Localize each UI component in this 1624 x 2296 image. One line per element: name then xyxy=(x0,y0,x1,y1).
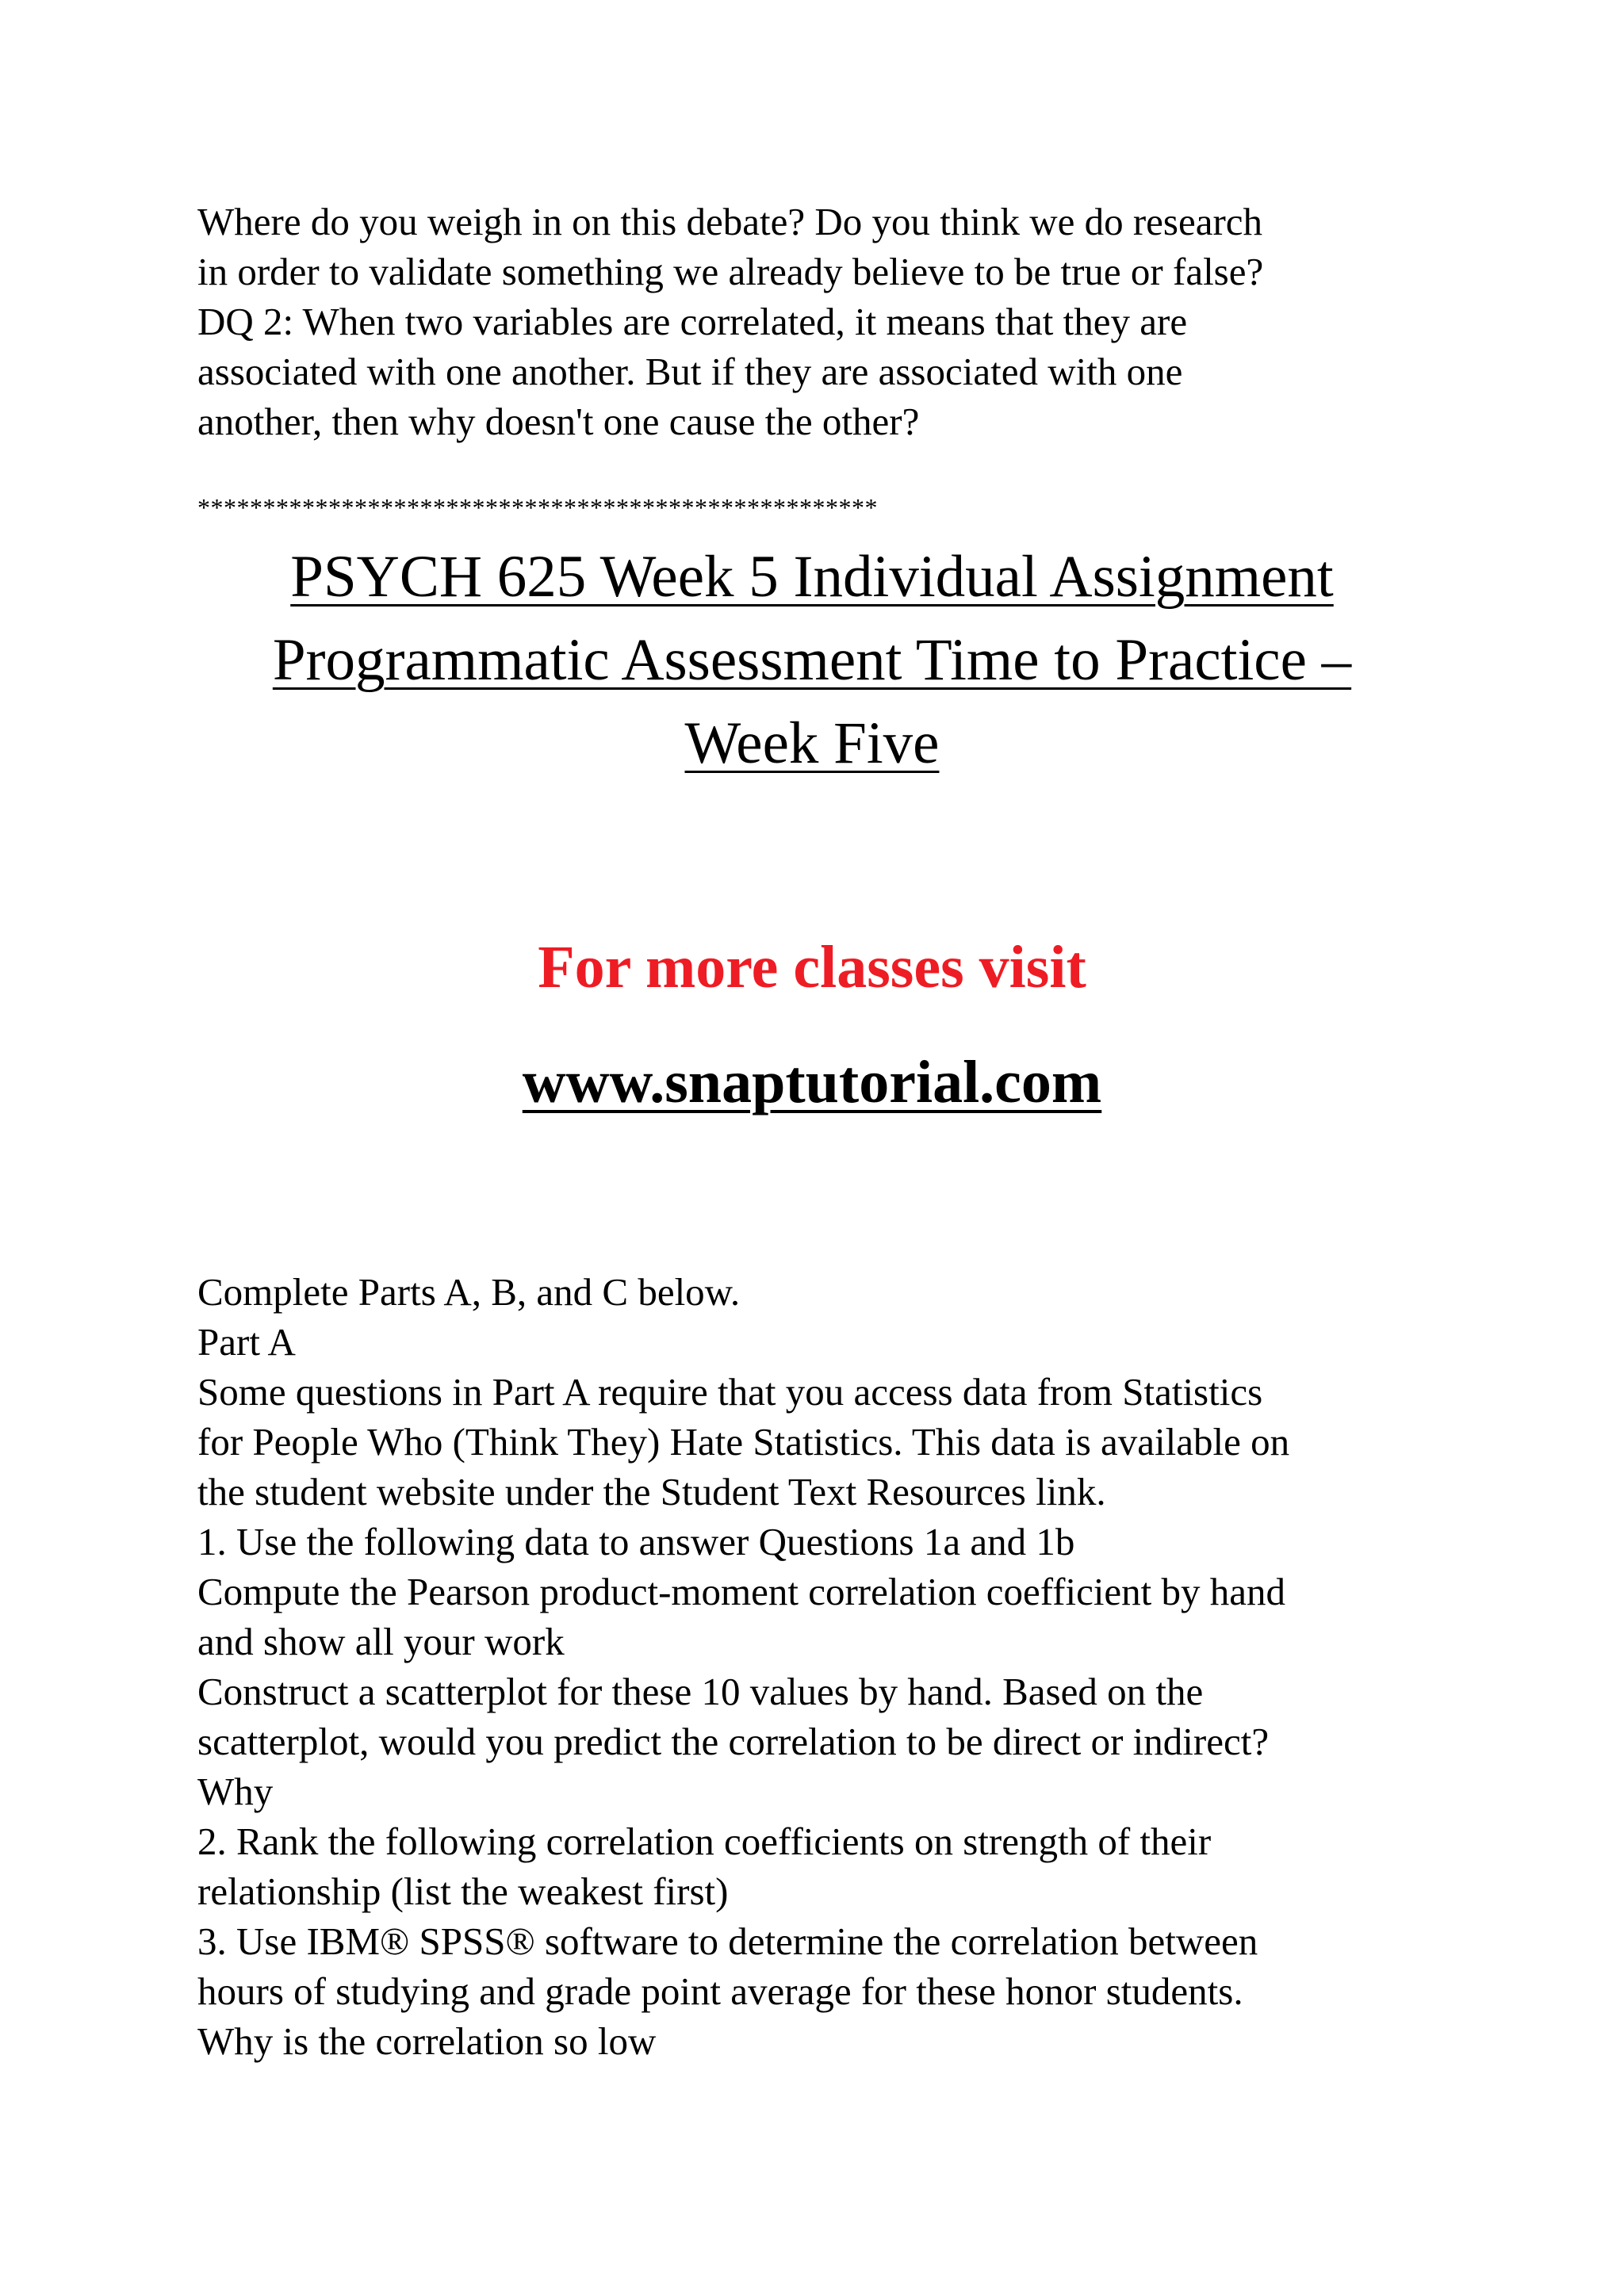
assignment-title xyxy=(0,535,1624,785)
promo-text: For more classes visit xyxy=(538,934,1086,1001)
title-line xyxy=(0,618,1624,702)
title-text: Week Five xyxy=(684,710,940,776)
intro-line: associated with one another. But if they are associated with one xyxy=(197,350,1183,393)
assignment-line: Part A xyxy=(197,1320,296,1364)
assignment-line: 3. Use IBM® SPSS® software to determine the correlation between xyxy=(197,1919,1258,1963)
assignment-line: relationship (list the weakest first) xyxy=(197,1869,729,1913)
assignment-line: the student website under the Student Text Resources link. xyxy=(197,1470,1106,1513)
assignment-line: Complete Parts A, B, and C below. xyxy=(197,1270,741,1314)
assignment-body xyxy=(197,1267,1466,2066)
intro-line: DQ 2: When two variables are correlated, it means that they are xyxy=(197,300,1188,343)
title-text: Programmatic Assessment Time to Practice – xyxy=(272,627,1352,693)
asterisk-divider: **************************************************** xyxy=(197,493,878,522)
intro-line: another, then why doesn't one cause the other? xyxy=(197,400,920,443)
intro-paragraph xyxy=(197,197,1466,446)
assignment-line: scatterplot, would you predict the correlation to be direct or indirect? xyxy=(197,1720,1270,1763)
title-line xyxy=(0,702,1624,785)
assignment-line: Compute the Pearson product-moment correlation coefficient by hand xyxy=(197,1570,1286,1613)
assignment-line: Some questions in Part A require that you access data from Statistics xyxy=(197,1370,1263,1414)
assignment-line: Construct a scatterplot for these 10 values by hand. Based on the xyxy=(197,1670,1204,1713)
assignment-line: 1. Use the following data to answer Questions 1a and 1b xyxy=(197,1520,1075,1563)
website-text[interactable]: www.snaptutorial.com xyxy=(522,1049,1102,1115)
website-link[interactable] xyxy=(0,1043,1624,1122)
assignment-line: and show all your work xyxy=(197,1620,565,1663)
intro-line: in order to validate something we already believe to be true or false? xyxy=(197,250,1264,293)
assignment-line: 2. Rank the following correlation coefficients on strength of their xyxy=(197,1820,1212,1863)
intro-line: Where do you weigh in on this debate? Do you think we do research xyxy=(197,200,1263,243)
title-text: PSYCH 625 Week 5 Individual Assignment xyxy=(290,544,1334,610)
assignment-line: hours of studying and grade point average for these honor students. xyxy=(197,1969,1243,2013)
title-line xyxy=(0,535,1624,618)
assignment-line: Why xyxy=(197,1770,274,1813)
assignment-line: Why is the correlation so low xyxy=(197,2019,657,2063)
assignment-line: for People Who (Think They) Hate Statistics. This data is available on xyxy=(197,1420,1290,1464)
